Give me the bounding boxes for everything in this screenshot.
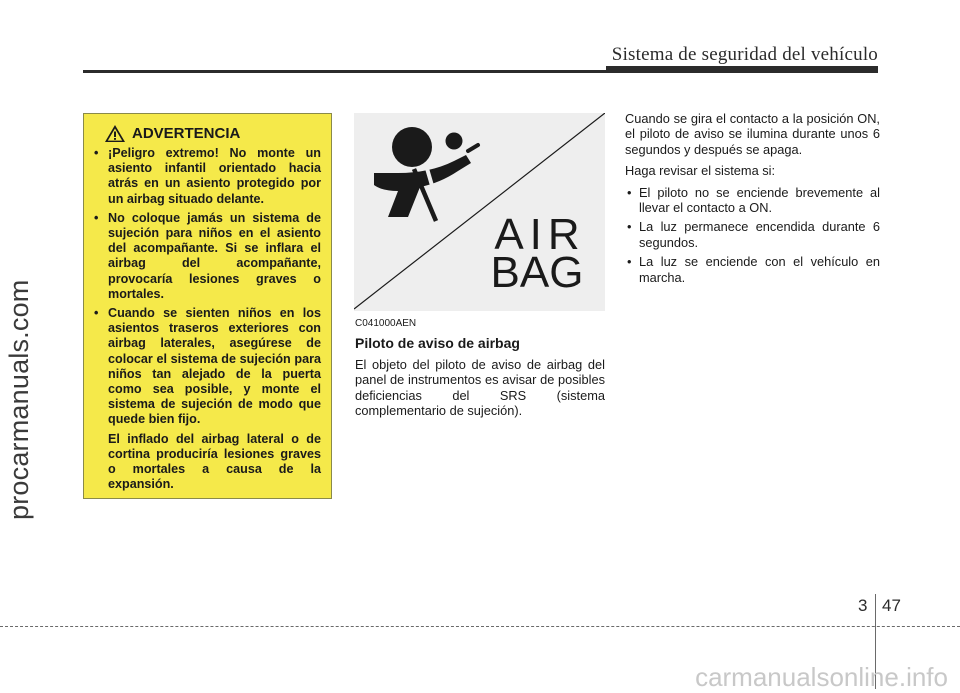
footer-rule <box>0 626 960 627</box>
airbag-label-line2: BAG <box>490 248 584 297</box>
page-chapter: 3 <box>858 596 868 615</box>
check-item: • El piloto no se enciende brevemente al llevar el contacto a ON. <box>625 185 880 216</box>
right-intro: Cuando se gira el contacto a la posición ON, el piloto de aviso se ilumina durante unos 6 segundos y después se apaga. <box>625 111 880 157</box>
warning-item: • No coloque jamás un sistema de sujeción para niños en el asiento del acompañante. Si se inflara el airbag del acompañante, provocaría lesiones graves o mortales. <box>94 211 321 302</box>
warning-triangle-icon <box>104 124 126 143</box>
warning-item: • ¡Peligro extremo! No monte un asiento infantil orientado hacia atrás en un asiento protegido por un airbag situado delante. <box>94 146 321 207</box>
warning-extra-text: El inflado del airbag lateral o de cortina produciría lesiones graves o mortales a causa de la expansión. <box>108 431 321 492</box>
watermark-bottom[interactable]: carmanualsonline.info <box>695 662 948 692</box>
warning-item: • Cuando se sienten niños en los asientos traseros exteriores con airbag laterales, asegúrese de colocar el sistema de sujeción para niños tan alejado de la puerta como sea posible, y monte el sistema de sujeción de modo que quede bien fijo. <box>94 306 321 428</box>
warning-box <box>83 113 332 499</box>
right-column <box>625 111 880 289</box>
warning-list <box>94 146 321 428</box>
header-tab <box>606 66 878 73</box>
warning-header <box>104 124 321 143</box>
right-lead: Haga revisar el sistema si: <box>625 163 776 179</box>
airbag-warning-light-figure <box>354 113 605 311</box>
airbag-occupant-icon <box>374 127 478 221</box>
check-list <box>625 185 880 285</box>
airbag-label-line1: AIR <box>494 210 586 259</box>
watermark-left[interactable]: procarmanuals.com <box>4 279 34 520</box>
section-code: C041000AEN <box>355 318 417 329</box>
section-title: Piloto de aviso de airbag <box>355 335 520 351</box>
middle-column <box>355 318 605 419</box>
page-number: 47 <box>882 596 901 615</box>
check-item: • La luz permanece encendida durante 6 segundos. <box>625 219 880 250</box>
page-header-title: Sistema de seguridad del vehículo <box>611 44 878 65</box>
warning-title: ADVERTENCIA <box>132 125 241 142</box>
check-item: • La luz se enciende con el vehículo en marcha. <box>625 254 880 285</box>
section-body: El objeto del piloto de aviso de airbag del panel de instrumentos es avisar de posibles deficiencias del SRS (sistema complementario de sujeción). <box>355 357 605 419</box>
